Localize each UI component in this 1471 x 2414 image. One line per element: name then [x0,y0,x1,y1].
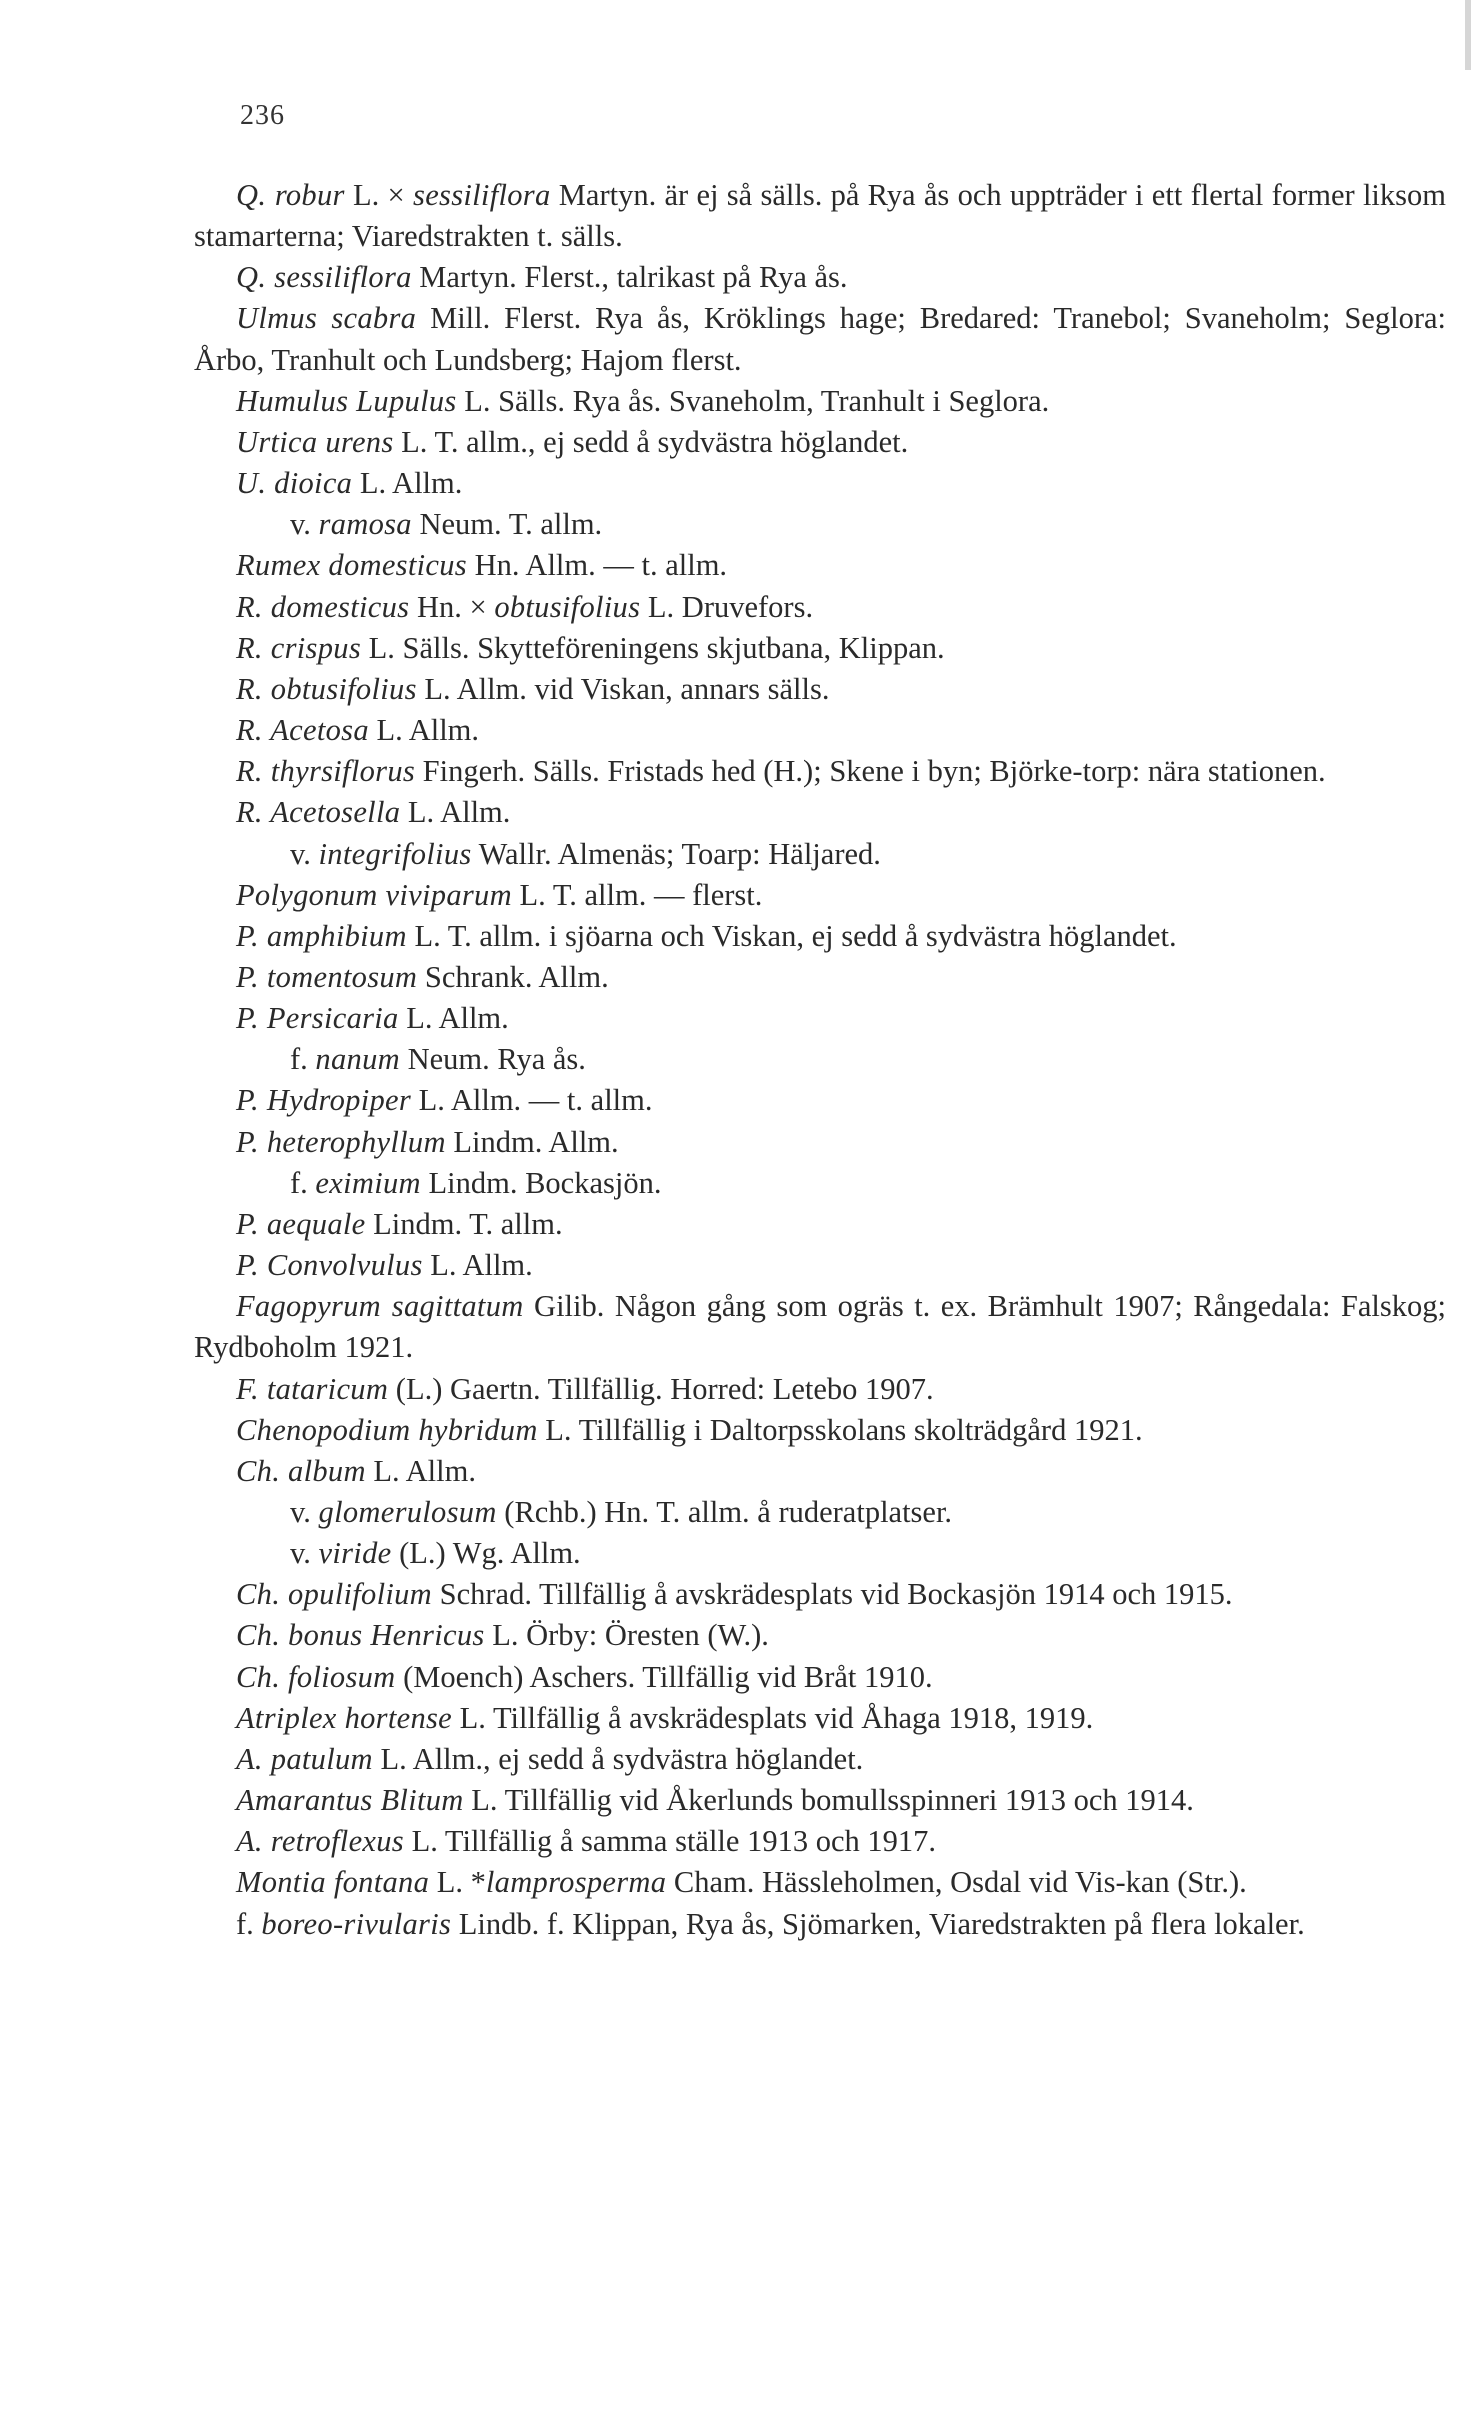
entry-text: L. Allm. vid Viskan, annars sälls. [416,671,830,706]
entry-text: Neum. Rya ås. [399,1042,586,1077]
taxon-name: P. heterophyllum [236,1124,446,1159]
entry-text: L. Allm. — t. allm. [411,1083,653,1118]
species-entry [194,628,1446,669]
entry-text: Hn. Allm. — t. allm. [466,548,728,583]
taxon-name: P. aequale [236,1206,366,1241]
taxon-name: Polygonum viviparum [236,877,512,912]
species-entry [194,1410,1446,1451]
species-entry [194,1615,1446,1656]
entry-text: Martyn. är ej så sälls. på Rya ås och uppträder i ett flertal former liksom stamarterna; Viaredstrakten t. sälls. [194,178,1446,254]
taxon-name: Fagopyrum sagittatum [236,1289,524,1324]
species-entry [194,1080,1446,1121]
entry-text: Neum. T. allm. [411,507,603,542]
entry-text: L. Allm. [422,1248,533,1283]
entry-text: L. Tillfällig i Daltorpsskolans skolträdgård 1921. [537,1412,1143,1447]
taxon-name: obtusifolius [494,589,641,624]
species-entry [194,710,1446,751]
taxon-name: nanum [315,1042,400,1077]
entry-text: L. Druvefors. [640,589,814,624]
taxon-name: A. retroflexus [236,1824,404,1859]
entry-text: L. Allm., ej sedd å sydvästra höglandet. [372,1741,864,1776]
species-entry [194,1204,1446,1245]
species-entry [194,1574,1446,1615]
entry-text: Schrad. Tillfällig å avskrädesplats vid Bockasjön 1914 och 1915. [432,1577,1233,1612]
species-entry [194,998,1446,1039]
entry-text: L. T. allm. — flerst. [511,877,763,912]
entry-text: L. Allm. [352,466,463,501]
taxon-name: sessiliflora [413,178,551,212]
taxon-name: A. patulum [236,1741,373,1776]
taxon-name: Urtica urens [236,424,394,459]
entry-text: (L.) Wg. Allm. [391,1536,581,1571]
page-number: 236 [240,100,285,131]
species-entry [194,1369,1446,1410]
species-entry [194,1904,1446,1945]
taxon-name: P. tomentosum [236,959,418,994]
taxon-name: Q. sessiliflora [236,260,412,295]
entry-text: (Rchb.) Hn. T. allm. å ruderatplatser. [496,1495,953,1529]
taxon-name: eximium [315,1165,421,1200]
entry-text: L. Sälls. Skytteföreningens skjutbana, Klippan. [361,630,945,665]
page-edge-mark [1465,0,1471,70]
species-entry [194,1163,1446,1204]
entry-text: L. Allm. [400,795,511,830]
species-entry [194,1533,1446,1574]
entry-text: L. Örby: Öresten (W.). [484,1618,769,1653]
entry-text: L. Sälls. Rya ås. Svaneholm, Tranhult i Seglora. [456,383,1050,418]
species-entry [194,175,1446,257]
species-entry [194,957,1446,998]
species-entry [194,1698,1446,1739]
entry-text: (Moench) Aschers. Tillfällig vid Bråt 1910. [395,1659,933,1694]
taxon-name: Q. robur [236,178,345,212]
entry-text: Fingerh. Sälls. Fristads hed (H.); Skene i byn; Björke-torp: nära stationen. [415,754,1326,789]
species-entry [194,1821,1446,1862]
taxon-name: Ch. opulifolium [236,1577,432,1612]
taxon-name: R. Acetosella [236,795,401,830]
species-entry [194,298,1446,380]
species-entry [194,1451,1446,1492]
taxon-name: R. thyrsiflorus [236,754,416,789]
taxon-name: Ch. album [236,1453,366,1488]
taxon-name: integrifolius [318,836,472,871]
entry-text: Lindm. T. allm. [365,1206,563,1241]
species-entry [194,834,1446,875]
entry-text: L. Tillfällig å samma ställe 1913 och 1917. [403,1824,936,1859]
species-entry [194,1286,1446,1368]
entry-text: Gilib. Någon gång som ogräs t. ex. Brämhult 1907; Rångedala: Falskog; Rydboholm 1921. [194,1289,1446,1365]
species-entry [194,1122,1446,1163]
taxon-name: Ulmus scabra [236,301,417,336]
taxon-name: Montia fontana [236,1865,430,1900]
entry-text: f. [236,1906,262,1941]
taxon-name: R. crispus [236,630,361,665]
species-entry [194,463,1446,504]
taxon-name: F. tataricum [236,1371,389,1406]
entry-text: Lindm. Bockasjön. [420,1165,662,1200]
taxon-name: Amarantus Blitum [236,1783,464,1818]
entry-text: L. * [429,1865,486,1900]
entry-text: Cham. Hässleholmen, Osdal vid Vis-kan (Str.). [666,1865,1247,1900]
entry-text: v. [290,836,319,871]
entry-text: v. [290,507,319,542]
taxon-name: Atriplex hortense [236,1700,453,1735]
taxon-name: U. dioica [236,466,353,501]
taxon-name: R. domesticus [236,589,410,624]
species-entry [194,587,1446,628]
species-entry [194,545,1446,586]
taxon-name: R. obtusifolius [236,671,417,706]
taxon-name: viride [318,1536,392,1571]
entry-text: Hn. × [409,589,495,624]
entry-text: L. Tillfällig å avskrädesplats vid Åhaga 1918, 1919. [452,1700,1094,1735]
taxon-name: P. Persicaria [236,1001,399,1036]
taxon-name: glomerulosum [318,1495,497,1529]
entry-text: f. [290,1165,316,1200]
species-entry [194,751,1446,792]
species-entry [194,504,1446,545]
taxon-name: boreo-rivularis [261,1906,452,1941]
species-entry [194,1492,1446,1533]
entry-text: Lindm. Allm. [445,1124,619,1159]
entry-text: L. T. allm., ej sedd å sydvästra höglandet. [393,424,909,459]
species-entry [194,792,1446,833]
entry-text: Lindb. f. Klippan, Rya ås, Sjömarken, Viaredstrakten på flera lokaler. [451,1906,1305,1941]
species-entry [194,669,1446,710]
entry-text: L. Allm. [398,1001,509,1036]
species-entry [194,1039,1446,1080]
taxon-name: P. Hydropiper [236,1083,412,1118]
entry-text: L. Tillfällig vid Åkerlunds bomullsspinneri 1913 och 1914. [463,1783,1194,1818]
species-entry [194,1780,1446,1821]
entry-text: Wallr. Almenäs; Toarp: Häljared. [471,836,881,871]
taxon-name: Ch. bonus Henricus [236,1618,485,1653]
entry-text: L. × [344,178,414,212]
species-entry [194,257,1446,298]
taxon-name: ramosa [318,507,412,542]
entry-text: L. Allm. [365,1453,476,1488]
taxon-name: Ch. foliosum [236,1659,396,1694]
taxon-name: P. Convolvulus [236,1248,423,1283]
entry-text: Mill. Flerst. Rya ås, Kröklings hage; Bredared: Tranebol; Svaneholm; Seglora: Årbo, Tranhult och Lundsberg; Hajom flerst. [194,301,1446,377]
entry-text: Schrank. Allm. [417,959,609,994]
species-list [194,175,1446,1945]
species-entry [194,916,1446,957]
entry-text: L. T. allm. i sjöarna och Viskan, ej sedd å sydvästra höglandet. [406,918,1177,953]
entry-text: L. Allm. [368,713,480,748]
entry-text: v. [290,1536,319,1571]
taxon-name: R. Acetosa [236,713,369,748]
entry-text: Martyn. Flerst., talrikast på Rya ås. [411,260,848,295]
species-entry [194,1739,1446,1780]
taxon-name: Rumex domesticus [236,548,467,583]
taxon-name: P. amphibium [236,918,407,953]
entry-text: (L.) Gaertn. Tillfällig. Horred: Letebo 1907. [388,1371,934,1406]
entry-text: v. [290,1495,319,1529]
species-entry [194,1657,1446,1698]
entry-text: f. [290,1042,316,1077]
species-entry [194,875,1446,916]
species-entry [194,422,1446,463]
species-entry [194,1862,1446,1903]
species-entry [194,1245,1446,1286]
species-entry [194,381,1446,422]
taxon-name: lamprosperma [485,1865,667,1900]
taxon-name: Chenopodium hybridum [236,1412,538,1447]
taxon-name: Humulus Lupulus [236,383,457,418]
